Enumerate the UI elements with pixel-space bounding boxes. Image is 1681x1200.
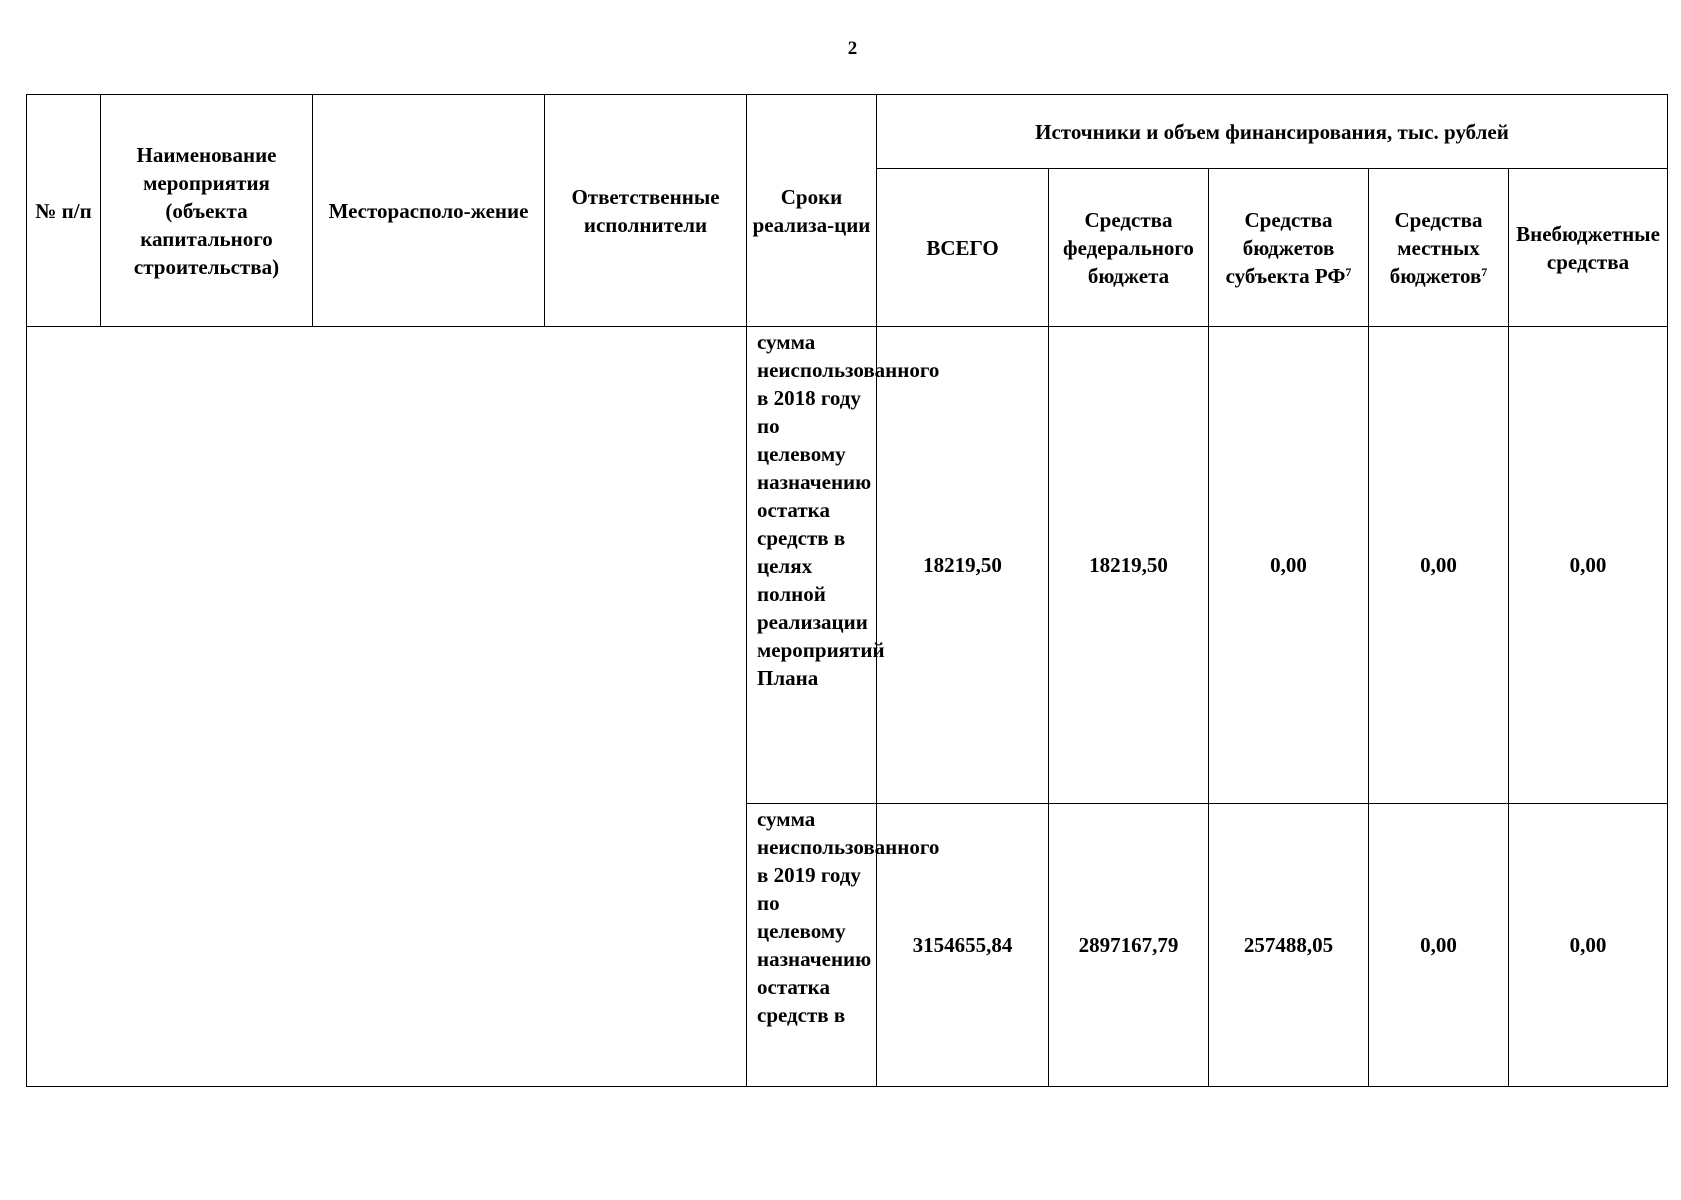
cell-total: 18219,50 [877,327,1049,804]
cell-total: 3154655,84 [877,804,1049,1087]
cell-local: 0,00 [1369,327,1509,804]
header-location: Месторасполо-жение [313,95,545,327]
cell-location [313,327,545,804]
header-local-label: Средства местных бюджетов [1389,207,1483,288]
cell-regional: 257488,05 [1209,804,1369,1087]
header-extra: Внебюджетные средства [1509,169,1668,327]
cell-name [101,804,313,1087]
header-terms: Сроки реализа-ции [747,95,877,327]
financing-table [26,94,1668,1087]
header-total: ВСЕГО [877,169,1049,327]
cell-responsible [545,804,747,1087]
cell-term: сумма неиспользованного в 2019 году по целевому назначению остатка средств в [747,804,877,1087]
cell-location [313,804,545,1087]
cell-regional: 0,00 [1209,327,1369,804]
header-row-1 [27,95,1668,169]
cell-num [27,327,101,804]
cell-extra: 0,00 [1509,804,1668,1087]
cell-extra: 0,00 [1509,327,1668,804]
header-financing: Источники и объем финансирования, тыс. рублей [877,95,1668,169]
header-responsible: Ответственные исполнители [545,95,747,327]
table-row [27,327,1668,804]
header-regional [1209,169,1369,327]
cell-federal: 2897167,79 [1049,804,1209,1087]
header-name: Наименование мероприятия (объекта капитального строительства) [101,95,313,327]
header-num: № п/п [27,95,101,327]
cell-num [27,804,101,1087]
table-row [27,804,1668,1087]
header-regional-footnote: 7 [1345,264,1352,279]
cell-term: сумма неиспользованного в 2018 году по целевому назначению остатка средств в целях полной реализации мероприятий Плана [747,327,877,804]
header-local [1369,169,1509,327]
page-number: 2 [847,38,858,59]
cell-responsible [545,327,747,804]
cell-name [101,327,313,804]
header-local-footnote: 7 [1481,264,1488,279]
header-federal: Средства федерального бюджета [1049,169,1209,327]
cell-local: 0,00 [1369,804,1509,1087]
header-regional-label: Средства бюджетов субъекта РФ [1225,207,1346,288]
cell-federal: 18219,50 [1049,327,1209,804]
